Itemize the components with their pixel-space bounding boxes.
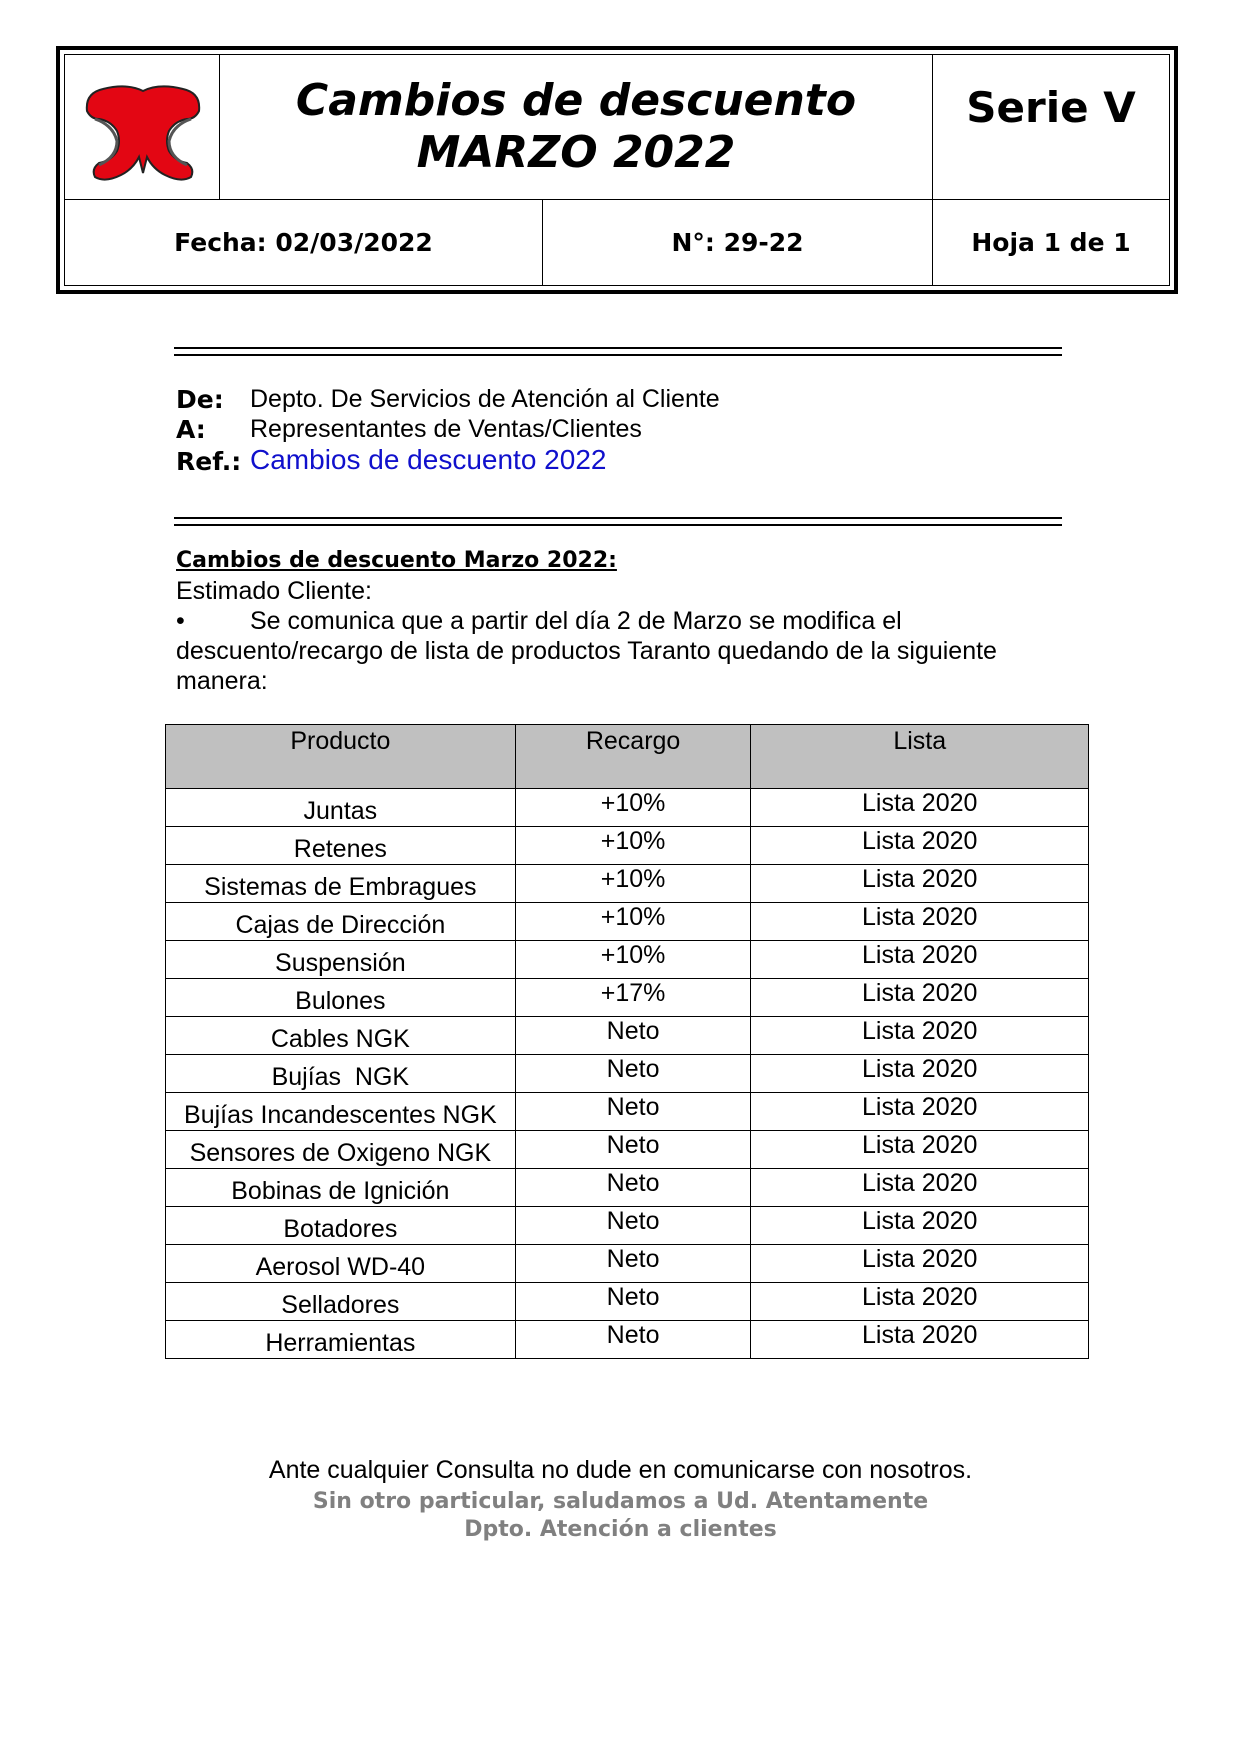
table-header-row <box>166 725 1089 789</box>
producto-cell: Suspensión <box>166 941 516 979</box>
hoja-cell <box>933 200 1169 285</box>
lista-cell: Lista 2020 <box>751 903 1089 941</box>
lista-cell: Lista 2020 <box>751 827 1089 865</box>
ref-value: Cambios de descuento 2022 <box>250 444 607 475</box>
producto-cell: Selladores <box>166 1283 516 1321</box>
paragraph-line-1: Se comunica que a partir del día 2 de Marzo se modifica el <box>250 607 902 635</box>
table-row <box>166 1169 1089 1207</box>
fecha-label: Fecha: 02/03/2022 <box>174 228 433 257</box>
paragraph-line-3: manera: <box>176 667 268 695</box>
paragraph-line-2: descuento/recargo de lista de productos Taranto quedando de la siguiente <box>176 637 997 665</box>
closing-line-3: Dpto. Atención a clientes <box>464 1517 777 1542</box>
producto-cell: Bulones <box>166 979 516 1017</box>
producto-cell: Sistemas de Embragues <box>166 865 516 903</box>
de-label: De: <box>176 385 224 414</box>
table-row <box>166 1131 1089 1169</box>
body-greeting: Estimado Cliente: <box>176 577 372 605</box>
producto-cell: Bujías Incandescentes NGK <box>166 1093 516 1131</box>
numero-cell <box>543 200 933 285</box>
table-row <box>166 827 1089 865</box>
lista-cell: Lista 2020 <box>751 865 1089 903</box>
producto-cell: Aerosol WD-40 <box>166 1245 516 1283</box>
recargo-cell: Neto <box>515 1283 751 1321</box>
producto-cell: Bobinas de Ignición <box>166 1169 516 1207</box>
a-value: Representantes de Ventas/Clientes <box>250 415 642 443</box>
table-row <box>166 1245 1089 1283</box>
table-row <box>166 1017 1089 1055</box>
title-line-1: Cambios de descuento <box>295 75 857 126</box>
lista-cell: Lista 2020 <box>751 1283 1089 1321</box>
table-row <box>166 1207 1089 1245</box>
recargo-cell: Neto <box>515 1055 751 1093</box>
body-bullet-line <box>176 606 1076 636</box>
title-line-2: MARZO 2022 <box>416 127 736 178</box>
title-cell <box>220 55 933 200</box>
header-lista: Lista <box>751 725 1089 789</box>
recargo-cell: Neto <box>515 1207 751 1245</box>
recargo-cell: +10% <box>515 827 751 865</box>
body-subheading: Cambios de descuento Marzo 2022: <box>176 548 617 573</box>
logo-cell <box>65 55 220 200</box>
table-row <box>166 865 1089 903</box>
discount-table <box>165 724 1089 1359</box>
divider-top <box>174 347 1062 356</box>
table-row <box>166 941 1089 979</box>
recargo-cell: Neto <box>515 1321 751 1359</box>
lista-cell: Lista 2020 <box>751 941 1089 979</box>
numero-label: N°: 29-22 <box>671 228 804 257</box>
ref-label: Ref.: <box>176 447 242 476</box>
table-row <box>166 1055 1089 1093</box>
table-row <box>166 979 1089 1017</box>
serie-label: Serie V <box>966 83 1136 132</box>
recargo-cell: +10% <box>515 865 751 903</box>
lista-cell: Lista 2020 <box>751 1245 1089 1283</box>
recargo-cell: +10% <box>515 941 751 979</box>
producto-cell: Sensores de Oxigeno NGK <box>166 1131 516 1169</box>
table-row <box>166 1093 1089 1131</box>
lista-cell: Lista 2020 <box>751 1207 1089 1245</box>
taranto-logo-icon <box>65 55 220 200</box>
table-row <box>166 903 1089 941</box>
recargo-cell: +17% <box>515 979 751 1017</box>
de-value: Depto. De Servicios de Atención al Cliente <box>250 385 720 413</box>
producto-cell: Cables NGK <box>166 1017 516 1055</box>
recargo-cell: +10% <box>515 789 751 827</box>
lista-cell: Lista 2020 <box>751 1131 1089 1169</box>
producto-cell: Juntas <box>166 789 516 827</box>
lista-cell: Lista 2020 <box>751 789 1089 827</box>
producto-cell: Retenes <box>166 827 516 865</box>
table-row <box>166 1321 1089 1359</box>
closing-line-2: Sin otro particular, saludamos a Ud. Atentamente <box>312 1489 929 1514</box>
document-header <box>56 46 1178 294</box>
table-row <box>166 789 1089 827</box>
header-producto: Producto <box>166 725 516 789</box>
divider-bottom <box>174 517 1062 526</box>
recargo-cell: Neto <box>515 1017 751 1055</box>
recargo-cell: Neto <box>515 1131 751 1169</box>
bullet-mark: • <box>176 607 185 635</box>
producto-cell: Cajas de Dirección <box>166 903 516 941</box>
lista-cell: Lista 2020 <box>751 1169 1089 1207</box>
recargo-cell: Neto <box>515 1245 751 1283</box>
recargo-cell: Neto <box>515 1093 751 1131</box>
header-recargo: Recargo <box>515 725 751 789</box>
fecha-cell <box>65 200 543 285</box>
lista-cell: Lista 2020 <box>751 979 1089 1017</box>
producto-cell: Botadores <box>166 1207 516 1245</box>
producto-cell: Herramientas <box>166 1321 516 1359</box>
table-row <box>166 1283 1089 1321</box>
producto-cell: Bujías NGK <box>166 1055 516 1093</box>
lista-cell: Lista 2020 <box>751 1017 1089 1055</box>
lista-cell: Lista 2020 <box>751 1321 1089 1359</box>
closing-line-1: Ante cualquier Consulta no dude en comunicarse con nosotros. <box>268 1456 973 1484</box>
recargo-cell: Neto <box>515 1169 751 1207</box>
lista-cell: Lista 2020 <box>751 1055 1089 1093</box>
a-label: A: <box>176 415 206 444</box>
hoja-label: Hoja 1 de 1 <box>971 228 1131 257</box>
recargo-cell: +10% <box>515 903 751 941</box>
lista-cell: Lista 2020 <box>751 1093 1089 1131</box>
body-text <box>176 546 1076 696</box>
serie-cell <box>933 55 1169 200</box>
